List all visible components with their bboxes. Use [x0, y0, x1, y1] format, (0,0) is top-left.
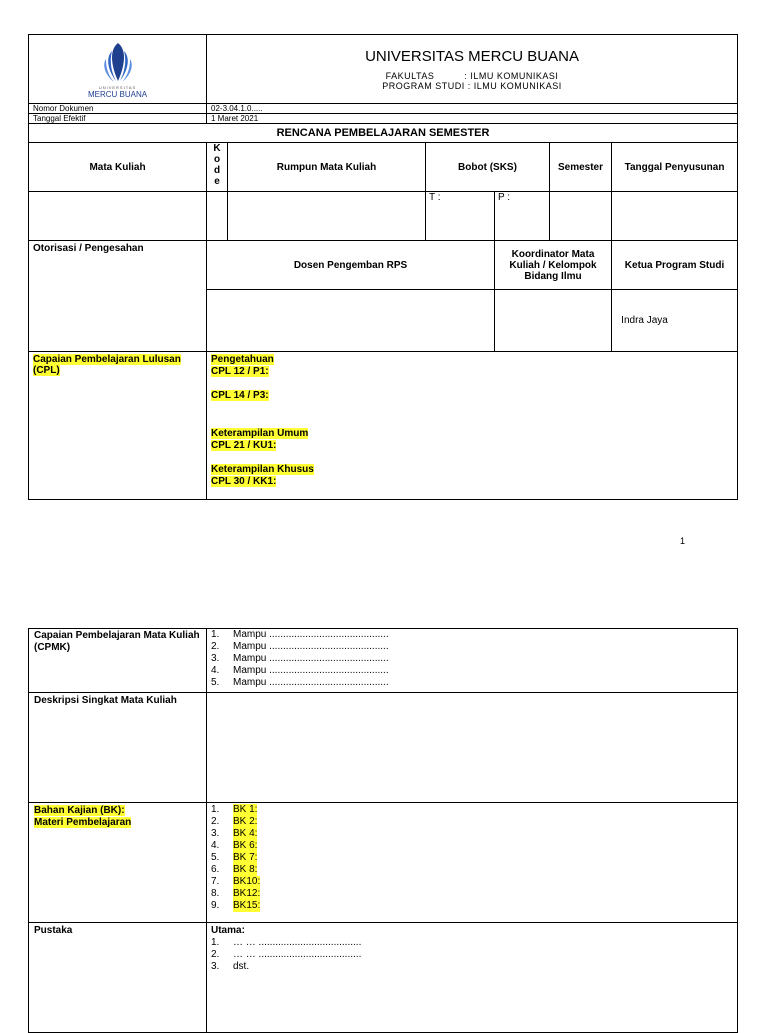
pustaka-content	[207, 923, 738, 1033]
date-label: Tanggal Efektif	[29, 114, 207, 124]
rumpun-value	[228, 192, 426, 241]
header-cell	[207, 35, 738, 104]
mata-kuliah-value	[29, 192, 207, 241]
list-item: 8. BK12:	[211, 888, 261, 899]
page-number: 1	[680, 536, 686, 546]
col-bobot: Bobot (SKS)	[426, 143, 550, 192]
list-item: 4. Mampu ...........................................	[211, 665, 389, 676]
list-item: 2. … … .....................................	[211, 949, 362, 960]
col-semester: Semester	[550, 143, 612, 192]
date-value: 1 Maret 2021	[207, 114, 738, 124]
rps-table-page2	[28, 628, 738, 1033]
otorisasi-label: Otorisasi / Pengesahan	[29, 241, 207, 352]
list-item: 9. BK15:	[211, 900, 261, 911]
doc-no-label: Nomor Dokumen	[29, 104, 207, 114]
col-rumpun: Rumpun Mata Kuliah	[228, 143, 426, 192]
pustaka-label: Pustaka	[29, 923, 207, 1033]
cpmk-list	[207, 629, 737, 689]
list-item: 3. dst.	[211, 961, 250, 972]
tanggal-value	[612, 192, 738, 241]
pustaka-utama: Utama:	[211, 925, 245, 936]
kode-letter: e	[214, 176, 220, 187]
col-kode	[207, 143, 228, 192]
university-logo-icon	[98, 41, 138, 85]
bahan-label-cell	[29, 803, 207, 923]
bahan-label: Bahan Kajian (BK):	[34, 805, 125, 816]
list-item: 3. Mampu ...........................................	[211, 653, 389, 664]
faculty-line: FAKULTAS : ILMU KOMUNIKASI	[385, 71, 559, 81]
document-title: RENCANA PEMBELAJARAN SEMESTER	[29, 124, 738, 143]
list-item: 1. BK 1:	[211, 804, 258, 815]
kode-letter: d	[213, 165, 221, 176]
list-item: 5. Mampu ...........................................	[211, 677, 389, 688]
list-item: 1. … … .....................................	[211, 937, 362, 948]
list-item: 7. BK10:	[211, 876, 261, 887]
cpmk-list-cell	[207, 629, 738, 693]
cpl-keterampilan-khusus: Keterampilan Khusus	[211, 464, 314, 475]
koordinator-sign	[495, 290, 612, 352]
cpl-label: Capaian Pembelajaran Lulusan (CPL)	[33, 354, 181, 376]
list-item: 6. BK 8:	[211, 864, 258, 875]
kode-letter: K	[213, 143, 221, 154]
cpl-21: CPL 21 / KU1:	[211, 440, 277, 451]
pustaka-list	[207, 937, 737, 973]
ketua-name: Indra Jaya	[612, 290, 738, 352]
cpl-content	[207, 352, 738, 500]
dosen-sign	[207, 290, 495, 352]
ketua-label: Ketua Program Studi	[612, 241, 738, 290]
university-name: UNIVERSITAS MERCU BUANA	[365, 48, 579, 65]
list-item: 5. BK 7:	[211, 852, 258, 863]
cpl-14: CPL 14 / P3:	[211, 390, 269, 401]
logo-cell	[29, 35, 207, 104]
list-item: 4. BK 6:	[211, 840, 258, 851]
semester-value	[550, 192, 612, 241]
cpmk-label: Capaian Pembelajaran Mata Kuliah (CPMK)	[29, 629, 207, 693]
deskripsi-content	[207, 693, 738, 803]
list-item: 2. BK 2:	[211, 816, 258, 827]
cpl-12: CPL 12 / P1:	[211, 366, 269, 377]
list-item: 1. Mampu ...........................................	[211, 629, 389, 640]
logo-name: MERCU BUANA	[87, 90, 148, 99]
list-item: 2. Mampu ...........................................	[211, 641, 389, 652]
kode-letter: o	[213, 154, 221, 165]
doc-no-value: 02-3.04.1.0.....	[207, 104, 738, 114]
list-item: 3. BK 4:	[211, 828, 258, 839]
kode-value	[207, 192, 228, 241]
cpl-pengetahuan: Pengetahuan	[211, 354, 274, 365]
rps-table-page1	[28, 34, 738, 500]
deskripsi-label: Deskripsi Singkat Mata Kuliah	[29, 693, 207, 803]
materi-label: Materi Pembelajaran	[34, 817, 132, 828]
col-tanggal: Tanggal Penyusunan	[612, 143, 738, 192]
cpl-30: CPL 30 / KK1:	[211, 476, 277, 487]
bobot-t: T :	[426, 192, 495, 241]
program-line: PROGRAM STUDI : ILMU KOMUNIKASI	[382, 81, 562, 91]
col-mata-kuliah: Mata Kuliah	[29, 143, 207, 192]
bahan-list-cell	[207, 803, 738, 923]
logo-small-text: UNIVERSITAS	[98, 85, 137, 90]
dosen-label: Dosen Pengemban RPS	[207, 241, 495, 290]
cpl-keterampilan-umum: Keterampilan Umum	[211, 428, 309, 439]
bahan-list	[207, 804, 737, 912]
bobot-p: P :	[495, 192, 550, 241]
cpl-label-cell	[29, 352, 207, 500]
koordinator-label: Koordinator Mata Kuliah / Kelompok Bidang Ilmu	[495, 241, 612, 290]
